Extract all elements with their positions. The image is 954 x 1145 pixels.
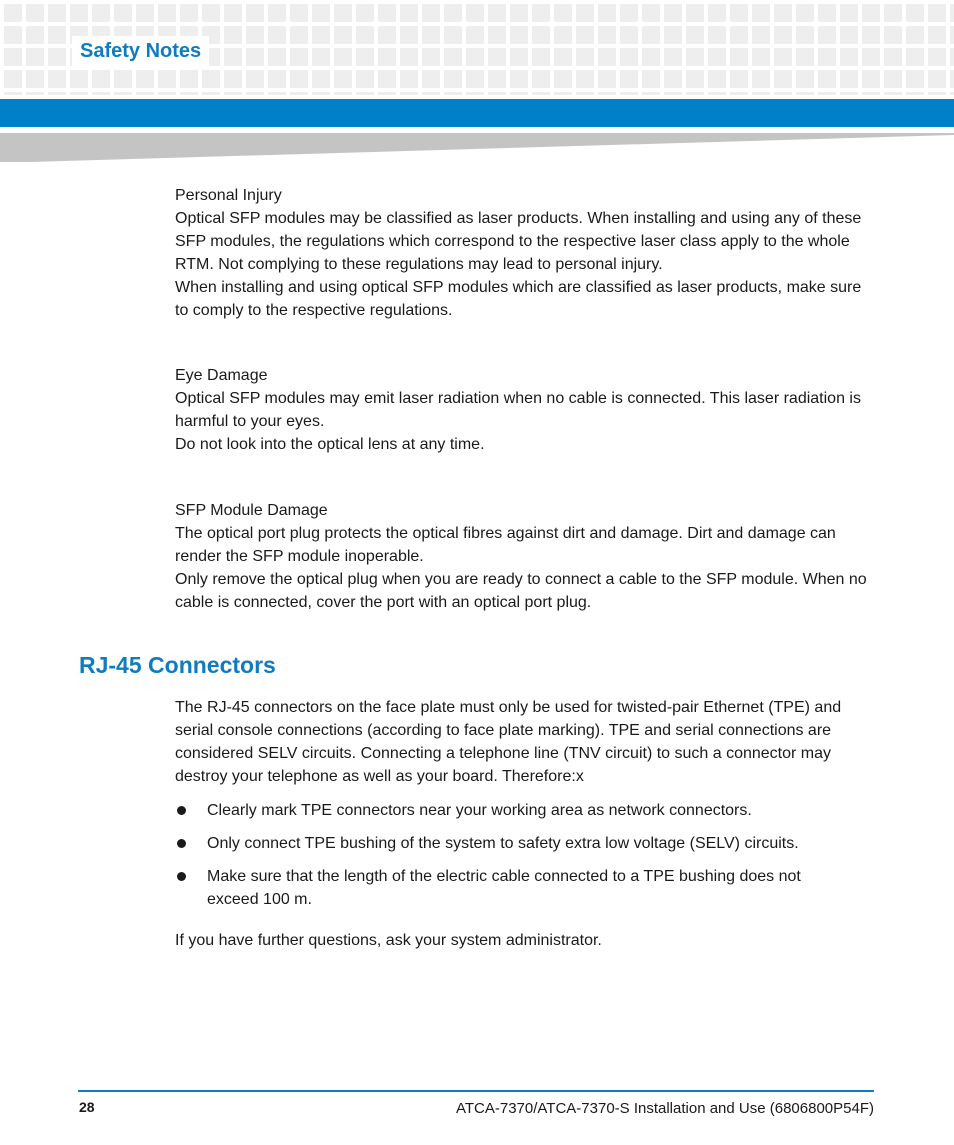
notice-personal-injury — [175, 184, 875, 322]
notice-paragraph: When installing and using optical SFP modules which are classified as laser products, make sure to comply to the respective regulations. — [175, 279, 862, 319]
bullet-icon — [177, 872, 186, 881]
notice-paragraph: The optical port plug protects the optical fibres against dirt and damage. Dirt and damage can render the SFP module inoperable. — [175, 525, 836, 565]
footer-document-title: ATCA-7370/ATCA-7370-S Installation and Use (6806800P54F) — [455, 1100, 874, 1117]
header-grey-wedge — [0, 133, 954, 163]
rj45-intro-paragraph: The RJ-45 connectors on the face plate must only be used for twisted-pair Ethernet (TPE) and serial console connections (according to face plate marking). TPE and serial connections are considered SELV circuits. Connecting a telephone line (TNV circuit) to such a connector may destroy your telephone as well as your board. Therefore:x — [175, 699, 842, 785]
page-number: 28 — [79, 1099, 95, 1115]
header-blue-bar — [0, 99, 954, 127]
notice-eye-damage — [175, 364, 875, 456]
rj45-intro — [175, 696, 875, 788]
footer-divider — [78, 1090, 874, 1092]
notice-title: Personal Injury — [175, 187, 282, 204]
notice-paragraph: Only remove the optical plug when you are ready to connect a cable to the SFP module. When no cable is connected, cover the port with an optical port plug. — [175, 571, 867, 611]
list-item — [175, 865, 855, 911]
notice-title: Eye Damage — [175, 367, 268, 384]
list-item-text: Only connect TPE bushing of the system to safety extra low voltage (SELV) circuits. — [207, 835, 799, 852]
notice-title: SFP Module Damage — [175, 502, 328, 519]
rj45-bullet-list — [175, 799, 855, 911]
list-item-text: Clearly mark TPE connectors near your working area as network connectors. — [207, 802, 752, 819]
page-section-title: Safety Notes — [72, 36, 209, 67]
bullet-icon — [177, 806, 186, 815]
list-item-text: Make sure that the length of the electric cable connected to a TPE bushing does not exceed 100 m. — [207, 868, 801, 908]
rj45-closing — [175, 929, 875, 952]
list-item — [175, 832, 855, 855]
list-item — [175, 799, 855, 822]
closing-paragraph: If you have further questions, ask your system administrator. — [175, 932, 602, 949]
bullet-icon — [177, 839, 186, 848]
notice-paragraph: Optical SFP modules may emit laser radiation when no cable is connected. This laser radiation is harmful to your eyes. — [175, 390, 861, 430]
notice-sfp-module-damage — [175, 499, 875, 614]
notice-paragraph: Do not look into the optical lens at any time. — [175, 436, 485, 453]
section-heading-rj45: RJ-45 Connectors — [79, 652, 276, 678]
notice-paragraph: Optical SFP modules may be classified as laser products. When installing and using any of these SFP modules, the regulations which correspond to the respective laser class apply to the whole RTM. Not complying to these regulations may lead to personal injury. — [175, 210, 862, 273]
